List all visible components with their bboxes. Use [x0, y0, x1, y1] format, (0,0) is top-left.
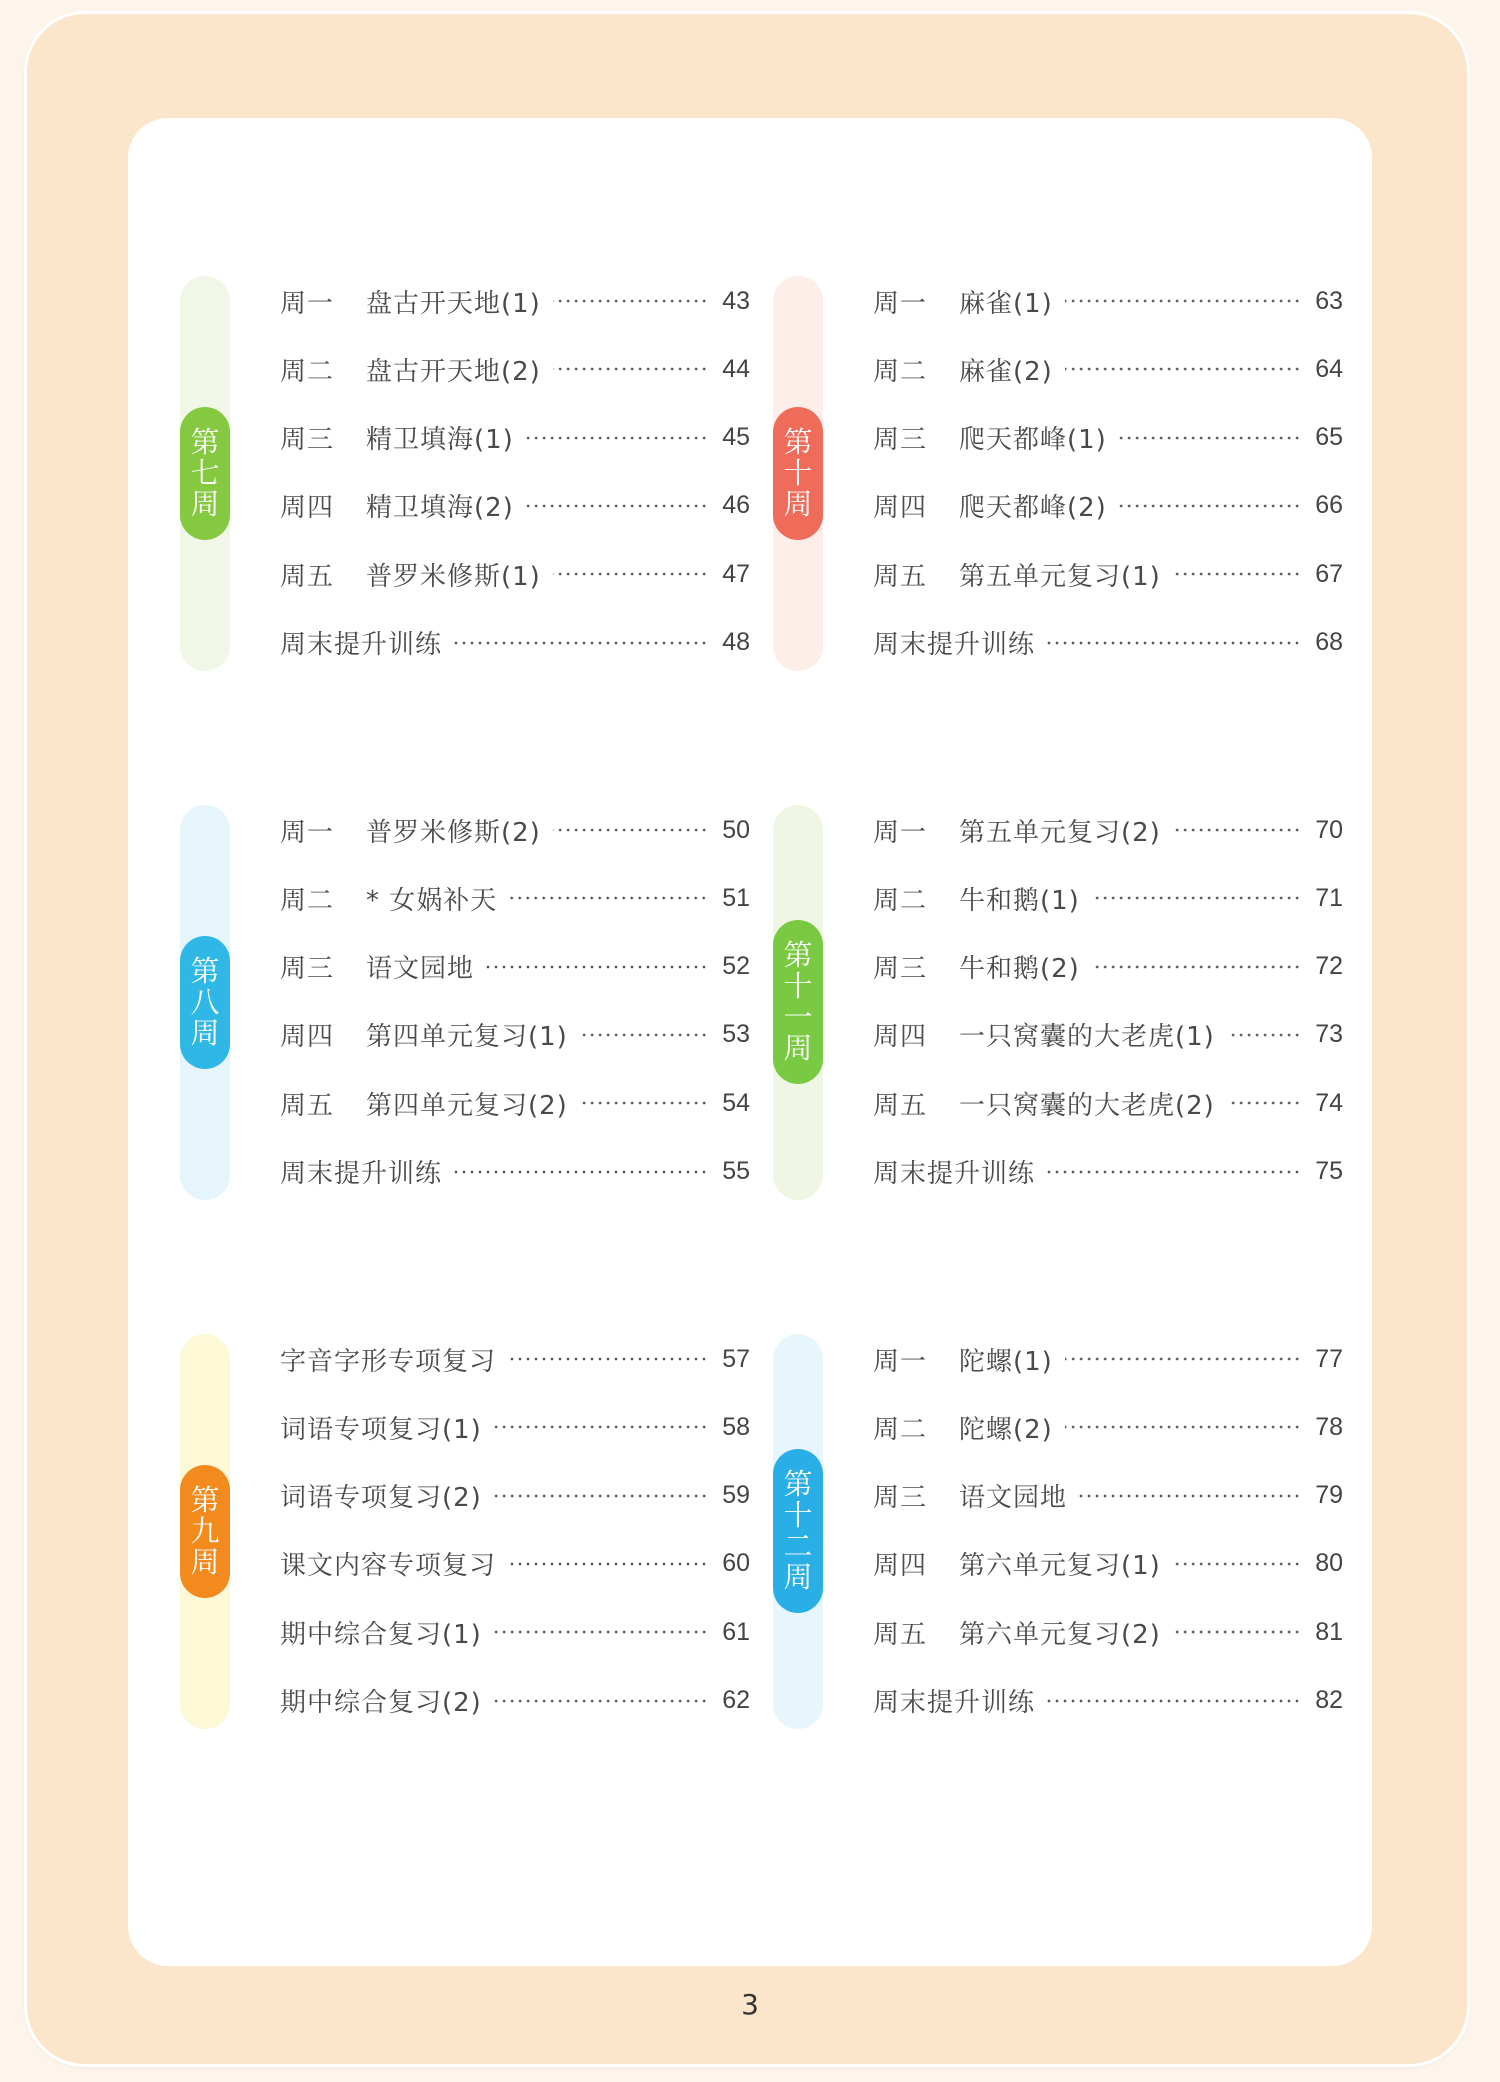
entry-day: 周五	[280, 561, 335, 592]
toc-entry[interactable]	[280, 1544, 750, 1584]
dot-leader	[508, 1562, 708, 1566]
entry-title: 麻雀(2)	[959, 356, 1053, 387]
entry-page-number: 58	[722, 1412, 750, 1441]
entry-day: 周四	[873, 1551, 928, 1582]
entry-day: 周二	[873, 356, 928, 387]
entry-page-number: 73	[1315, 1020, 1343, 1049]
toc-entry[interactable]	[280, 349, 750, 389]
week-section	[180, 1334, 750, 1734]
week-label-char: 周	[190, 486, 220, 521]
entry-day: 周一	[280, 817, 335, 848]
entry-page-number: 60	[722, 1549, 750, 1578]
week-label-char: 八	[190, 984, 220, 1019]
entry-title: 周末提升训练	[280, 1159, 443, 1189]
entry-page-number: 66	[1315, 491, 1343, 520]
week-label-char: 周	[783, 1560, 813, 1594]
entry-title: 周末提升训练	[873, 1688, 1036, 1718]
entry-page-number: 63	[1315, 286, 1343, 315]
dot-leader	[1065, 299, 1301, 303]
toc-entry[interactable]	[873, 1152, 1343, 1192]
entry-page-number: 67	[1315, 559, 1343, 588]
week-label-char: 周	[783, 486, 813, 521]
week-label-char: 第	[190, 424, 220, 459]
toc-entry[interactable]	[280, 1407, 750, 1447]
dot-leader	[1227, 1033, 1301, 1037]
toc-entry[interactable]	[873, 1544, 1343, 1584]
toc-entry[interactable]	[873, 486, 1343, 526]
entry-day: 周五	[873, 1619, 928, 1650]
entry-day: 周一	[873, 1346, 928, 1377]
week-label-char: 一	[783, 1000, 813, 1034]
week-section	[773, 276, 1343, 676]
week-section	[773, 1334, 1343, 1734]
entry-title: 陀螺(2)	[959, 1414, 1053, 1445]
entry-title: 课文内容专项复习	[280, 1551, 497, 1582]
entry-page-number: 68	[1315, 628, 1343, 656]
entry-day: 周五	[873, 1090, 928, 1121]
entry-title: 精卫填海(2)	[366, 493, 514, 524]
entry-title: 第五单元复习(2)	[959, 817, 1161, 848]
entry-page-number: 44	[722, 354, 750, 383]
toc-entry[interactable]	[280, 486, 750, 526]
entry-page-number: 50	[722, 815, 750, 844]
entry-page-number: 71	[1315, 883, 1343, 912]
entry-day: 周三	[280, 425, 335, 456]
entry-page-number: 79	[1315, 1481, 1343, 1510]
toc-entry[interactable]	[280, 1612, 750, 1652]
toc-entry[interactable]	[280, 418, 750, 458]
week-label	[180, 1465, 230, 1598]
toc-entry[interactable]	[280, 623, 750, 663]
week-section	[773, 805, 1343, 1205]
dot-leader	[553, 572, 708, 576]
week-label-char: 周	[190, 1544, 220, 1579]
entry-title: 精卫填海(1)	[366, 425, 514, 456]
entry-page-number: 59	[722, 1481, 750, 1510]
week-label-char: 第	[783, 424, 813, 459]
entry-day: 周二	[873, 1414, 928, 1445]
dot-leader	[1173, 1630, 1301, 1634]
entry-title: 字音字形专项复习	[280, 1346, 497, 1377]
toc-entry[interactable]	[873, 1681, 1343, 1721]
dot-leader	[1173, 1562, 1301, 1566]
toc-entry[interactable]	[280, 878, 750, 918]
dot-leader	[1173, 828, 1301, 832]
entry-page-number: 46	[722, 491, 750, 520]
dot-leader	[526, 504, 708, 508]
toc-entry[interactable]	[873, 1612, 1343, 1652]
entry-title: 麻雀(1)	[959, 288, 1053, 319]
entry-title: 第四单元复习(2)	[366, 1090, 568, 1121]
entry-day: 周五	[873, 561, 928, 592]
week-label	[180, 407, 230, 540]
entry-day: 周五	[280, 1090, 335, 1121]
entry-title: 第五单元复习(1)	[959, 561, 1161, 592]
entry-title: 期中综合复习(1)	[280, 1619, 482, 1650]
entry-day: 周四	[873, 1022, 928, 1053]
toc-entry[interactable]	[280, 1083, 750, 1123]
dot-leader	[1092, 965, 1301, 969]
entry-title: 词语专项复习(2)	[280, 1483, 482, 1514]
dot-leader	[494, 1699, 708, 1703]
entry-title: 爬天都峰(1)	[959, 425, 1107, 456]
dot-leader	[553, 828, 708, 832]
toc-entry[interactable]	[280, 281, 750, 321]
dot-leader	[1092, 896, 1301, 900]
week-label-char: 周	[783, 1031, 813, 1065]
dot-leader	[580, 1033, 708, 1037]
entry-title: 陀螺(1)	[959, 1346, 1053, 1377]
dot-leader	[553, 367, 708, 371]
entry-title: 语文园地	[366, 954, 475, 985]
entry-page-number: 57	[722, 1344, 750, 1373]
week-label-char: 十	[783, 1498, 813, 1532]
toc-entry[interactable]	[280, 1339, 750, 1379]
toc-entry[interactable]	[873, 1083, 1343, 1123]
entry-day: 周四	[280, 1022, 335, 1053]
dot-leader	[1079, 1494, 1301, 1498]
week-label-char: 周	[190, 1015, 220, 1050]
week-label-char: 第	[783, 1467, 813, 1501]
entry-title: 盘古开天地(2)	[366, 356, 541, 387]
dot-leader	[494, 1630, 708, 1634]
week-label	[773, 407, 823, 540]
toc-entry[interactable]	[873, 349, 1343, 389]
toc-entry[interactable]	[280, 1152, 750, 1192]
entry-day: 周三	[280, 954, 335, 985]
dot-leader	[508, 1357, 708, 1361]
entry-page-number: 47	[722, 559, 750, 588]
dot-leader	[486, 965, 708, 969]
entry-day: 周三	[873, 425, 928, 456]
entry-page-number: 81	[1315, 1617, 1343, 1646]
page-number: 3	[741, 1988, 759, 2021]
dot-leader	[1227, 1101, 1301, 1105]
entry-title: 一只窝囊的大老虎(2)	[959, 1090, 1215, 1121]
toc-entry[interactable]	[873, 1339, 1343, 1379]
entry-page-number: 62	[722, 1686, 750, 1714]
entry-page-number: 51	[722, 883, 750, 912]
entry-day: 周一	[873, 817, 928, 848]
entry-title: 期中综合复习(2)	[280, 1688, 482, 1718]
toc-entry[interactable]	[280, 810, 750, 850]
entry-title: 第四单元复习(1)	[366, 1022, 568, 1053]
toc-entry[interactable]	[873, 1015, 1343, 1055]
toc-entry[interactable]	[280, 947, 750, 987]
entry-title: 语文园地	[959, 1483, 1068, 1514]
toc-entry[interactable]	[280, 1476, 750, 1516]
entry-page-number: 72	[1315, 952, 1343, 981]
dot-leader	[1047, 1699, 1301, 1703]
toc-entry[interactable]	[873, 281, 1343, 321]
dot-leader	[526, 436, 708, 440]
dot-leader	[509, 896, 708, 900]
toc-entry[interactable]	[873, 878, 1343, 918]
entry-title: 牛和鹅(1)	[959, 885, 1080, 916]
entry-page-number: 45	[722, 423, 750, 452]
dot-leader	[1119, 436, 1301, 440]
entry-title: 周末提升训练	[873, 1159, 1036, 1189]
entry-page-number: 82	[1315, 1686, 1343, 1714]
entry-page-number: 78	[1315, 1412, 1343, 1441]
entry-title: 词语专项复习(1)	[280, 1414, 482, 1445]
entry-page-number: 70	[1315, 815, 1343, 844]
week-label-char: 第	[190, 953, 220, 988]
entry-day: 周二	[280, 356, 335, 387]
toc-entry[interactable]	[280, 554, 750, 594]
entry-page-number: 48	[722, 628, 750, 656]
week-label-char: 十	[783, 455, 813, 490]
entry-day: 周三	[873, 1483, 928, 1514]
entry-page-number: 74	[1315, 1088, 1343, 1117]
entry-day: 周二	[280, 885, 335, 916]
entry-title: 牛和鹅(2)	[959, 954, 1080, 985]
dot-leader	[1047, 1170, 1301, 1174]
entry-day: 周三	[873, 954, 928, 985]
dot-leader	[1119, 504, 1301, 508]
dot-leader	[494, 1425, 708, 1429]
week-label	[773, 920, 823, 1084]
entry-title: 爬天都峰(2)	[959, 493, 1107, 524]
entry-day: 周一	[873, 288, 928, 319]
entry-page-number: 54	[722, 1088, 750, 1117]
entry-title: 第六单元复习(2)	[959, 1619, 1161, 1650]
toc-entry[interactable]	[873, 1407, 1343, 1447]
dot-leader	[1065, 1425, 1301, 1429]
entry-page-number: 53	[722, 1020, 750, 1049]
entry-page-number: 80	[1315, 1549, 1343, 1578]
entry-page-number: 52	[722, 952, 750, 981]
week-section	[180, 805, 750, 1205]
dot-leader	[454, 641, 708, 645]
entry-title: 周末提升训练	[873, 630, 1036, 660]
week-label	[180, 936, 230, 1069]
toc-entry[interactable]	[873, 623, 1343, 663]
toc-entry[interactable]	[873, 947, 1343, 987]
entry-page-number: 61	[722, 1617, 750, 1646]
dot-leader	[1173, 572, 1301, 576]
entry-page-number: 55	[722, 1157, 750, 1185]
entry-day: 周四	[280, 493, 335, 524]
entry-day: 周二	[873, 885, 928, 916]
entry-day: 周四	[873, 493, 928, 524]
week-label-char: 十	[783, 969, 813, 1003]
dot-leader	[580, 1101, 708, 1105]
entry-page-number: 77	[1315, 1344, 1343, 1373]
entry-day: 周一	[280, 288, 335, 319]
week-label	[773, 1449, 823, 1613]
toc-entry[interactable]	[873, 810, 1343, 850]
entry-page-number: 43	[722, 286, 750, 315]
toc-entry[interactable]	[280, 1015, 750, 1055]
entry-page-number: 75	[1315, 1157, 1343, 1185]
dot-leader	[454, 1170, 708, 1174]
week-label-char: 第	[783, 938, 813, 972]
dot-leader	[494, 1494, 708, 1498]
entry-title: 普罗米修斯(2)	[366, 817, 541, 848]
entry-title: 周末提升训练	[280, 630, 443, 660]
dot-leader	[1047, 641, 1301, 645]
entry-page-number: 64	[1315, 354, 1343, 383]
dot-leader	[553, 299, 708, 303]
entry-title: 第六单元复习(1)	[959, 1551, 1161, 1582]
toc-entry[interactable]	[280, 1681, 750, 1721]
toc-entry[interactable]	[873, 1476, 1343, 1516]
entry-title: * 女娲补天	[366, 885, 498, 916]
entry-title: 一只窝囊的大老虎(1)	[959, 1022, 1215, 1053]
dot-leader	[1065, 367, 1301, 371]
week-label-char: 二	[783, 1529, 813, 1563]
week-section	[180, 276, 750, 676]
week-label-char: 第	[190, 1482, 220, 1517]
toc-entry[interactable]	[873, 554, 1343, 594]
toc-entry[interactable]	[873, 418, 1343, 458]
week-label-char: 七	[190, 455, 220, 490]
dot-leader	[1065, 1357, 1301, 1361]
entry-title: 盘古开天地(1)	[366, 288, 541, 319]
entry-title: 普罗米修斯(1)	[366, 561, 541, 592]
week-label-char: 九	[190, 1513, 220, 1548]
entry-page-number: 65	[1315, 423, 1343, 452]
